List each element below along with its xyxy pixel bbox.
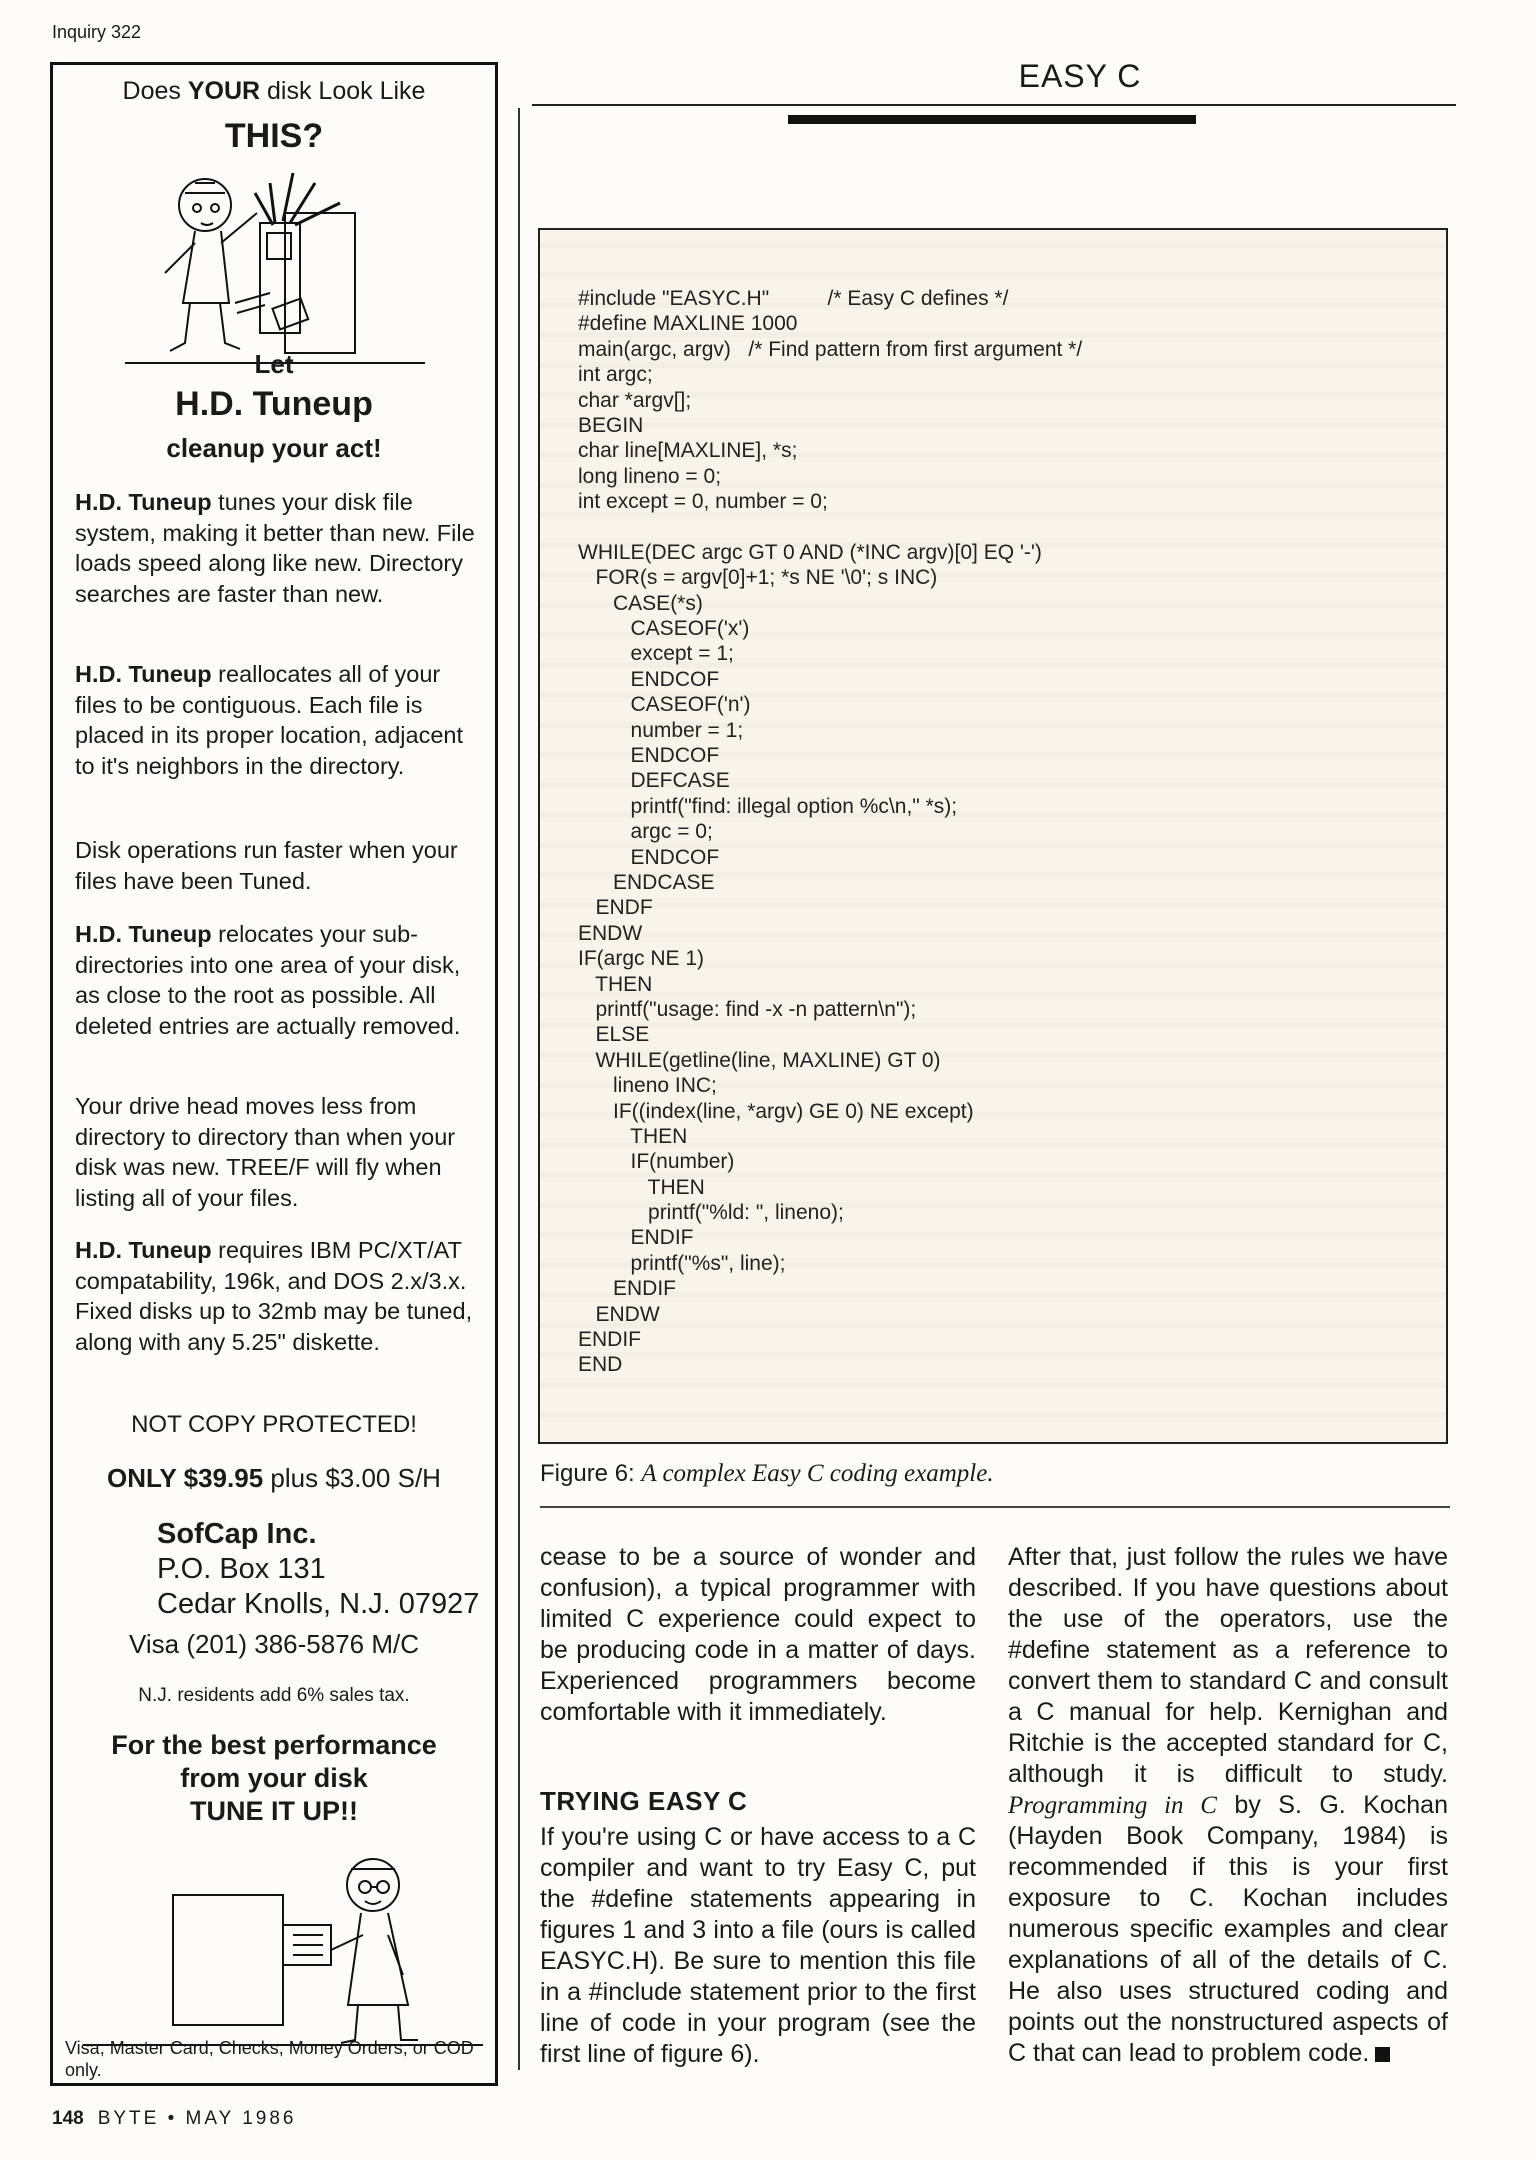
code-line: THEN [578, 1175, 705, 1199]
ad-phone: Visa (201) 386-5876 M/C [128, 1629, 419, 1659]
code-line: FOR(s = argv[0]+1; *s NE '\0'; s INC) [578, 566, 938, 590]
ad-closing: For the best performance from your disk TUNE IT UP!! [111, 1730, 437, 1826]
code-line: ENDCOF [578, 845, 720, 869]
figure-rule [540, 1506, 1450, 1508]
header-rule [532, 104, 1456, 106]
code-line: printf("usage: find -x -n pattern\n"); [578, 997, 917, 1021]
code-line: WHILE(DEC argc GT 0 AND (*INC argv)[0] EQ '-') [578, 540, 1042, 564]
ad-payment-note: Visa, Master Card, Checks, Money Orders, or COD only. [65, 2038, 474, 2080]
code-line: IF(number) [578, 1150, 735, 1174]
end-mark [1375, 2047, 1390, 2062]
section-heading: TRYING EASY C [540, 1786, 748, 1816]
ad-paragraph: Disk operations run faster when your files have been Tuned. [75, 837, 458, 894]
code-line: ENDF [578, 896, 653, 920]
ad-tax-note: N.J. residents add 6% sales tax. [138, 1685, 410, 1706]
code-listing [578, 286, 1438, 1378]
ad-let: Let [254, 349, 294, 379]
ad-question: Does YOUR disk Look Like [122, 77, 426, 105]
code-line: ENDCOF [578, 667, 720, 691]
ad-question-this: THIS? [224, 117, 324, 155]
code-line: WHILE(getline(line, MAXLINE) GT 0) [578, 1048, 941, 1072]
article-paragraph: If you're using C or have access to a C compiler and want to try Easy C, put the #define statements appearing in figures 1 and 3 into a file (ours is called EASYC.H). Be sure to mention this file in a #include statement prior to the first line of code in your program (see the first line of figure 6). [540, 1823, 976, 2068]
code-line: ENDIF [578, 1226, 694, 1250]
code-line: char *argv[]; [578, 388, 692, 412]
header-bar [788, 115, 1196, 124]
code-line: int except = 0, number = 0; [578, 490, 828, 514]
code-line: #define MAXLINE 1000 [578, 312, 798, 336]
ad-not-copy-protected: NOT COPY PROTECTED! [131, 1411, 417, 1438]
ad-paragraph: H.D. Tuneup tunes your disk file system, making it better than new. File loads speed along like new. Directory searches are faster than new. [75, 489, 475, 607]
code-line: int argc; [578, 363, 653, 387]
code-line: except = 1; [578, 642, 734, 666]
code-line: argc = 0; [578, 820, 713, 844]
code-line: lineno INC; [578, 1074, 717, 1098]
code-line: printf("%s", line); [578, 1251, 786, 1275]
code-line: THEN [578, 972, 653, 996]
code-line: DEFCASE [578, 769, 730, 793]
code-line: ENDCOF [578, 744, 720, 768]
code-line: number = 1; [578, 718, 744, 742]
code-line: CASEOF('x') [578, 617, 750, 641]
code-line: IF((index(line, *argv) GE 0) NE except) [578, 1099, 974, 1123]
code-line: IF(argc NE 1) [578, 947, 705, 971]
page-footer: 148 BYTE • MAY 1986 [52, 2108, 297, 2129]
happy-user-illustration [83, 1825, 483, 2065]
code-line: THEN [578, 1124, 688, 1148]
article-paragraph: cease to be a source of wonder and confusion), a typical programmer with limited C experience could expect to be producing code in a matter of days. Experienced programmers become comfortable with it immediately. [540, 1543, 976, 1726]
ad-paragraph: H.D. Tuneup requires IBM PC/XT/AT compatability, 196k, and DOS 2.x/3.x. Fixed disks up to 32mb may be tuned, along with any 5.25" diskette. [75, 1237, 473, 1355]
code-line: ELSE [578, 1023, 650, 1047]
advertisement-box [50, 62, 498, 2086]
code-line: CASE(*s) [578, 591, 703, 615]
ad-brand: H.D. Tuneup [175, 385, 373, 423]
code-line [578, 515, 1438, 540]
book-title: Programming in C [1008, 1792, 1217, 1819]
code-line: ENDW [578, 921, 643, 945]
ad-paragraph: Your drive head moves less from directory to directory than when your disk was new. TREE/F will fly when listing all of your files. [75, 1093, 456, 1211]
code-figure [538, 228, 1448, 1444]
ad-address: SofCap Inc. P.O. Box 131 Cedar Knolls, N.J. 07927 [157, 1518, 480, 1620]
code-line: ENDW [578, 1302, 660, 1326]
code-line: printf("%ld: ", lineno); [578, 1201, 844, 1225]
code-line: printf("find: illegal option %c\n," *s); [578, 794, 958, 818]
ad-tagline: cleanup your act! [166, 433, 382, 463]
section-title: EASY C [1018, 58, 1142, 94]
column-divider [518, 108, 520, 2070]
ad-price: ONLY $39.95 plus $3.00 S/H [107, 1463, 441, 1493]
code-line: ENDIF [578, 1277, 677, 1301]
figure-caption: Figure 6: A complex Easy C coding example. [540, 1460, 994, 1487]
ad-paragraph: H.D. Tuneup relocates your sub-directories into one area of your disk, as close to the root as possible. All deleted entries are actually removed. [75, 921, 461, 1039]
code-line: CASEOF('n') [578, 693, 751, 717]
code-line: ENDCASE [578, 870, 715, 894]
code-line: char line[MAXLINE], *s; [578, 439, 798, 463]
code-line: BEGIN [578, 413, 644, 437]
code-line: long lineno = 0; [578, 464, 722, 488]
inquiry-label: Inquiry 322 [52, 22, 142, 42]
ad-paragraph: H.D. Tuneup reallocates all of your files to be contiguous. Each file is placed in its proper location, adjacent to it's neighbors in the directory. [75, 661, 463, 779]
code-line: main(argc, argv) /* Find pattern from first argument */ [578, 337, 1083, 361]
code-line: #include "EASYC.H" /* Easy C defines */ [578, 287, 1009, 310]
article-paragraph: After that, just follow the rules we have described. If you have questions about the use of the operators, use the #define statement as a reference to convert them to standard C and consult a C manual for help. Kernighan and Ritchie is the accepted standard for C, although it is difficult to study. Programming in C by S. G. Kochan (Hayden Book Company, 1984) is recommended if this is your first exposure to C. Kochan includes numerous specific examples and clear explanations of all of the details of C. He also uses structured coding and points out the nonstructured aspects of C that can lead to problem code. [1008, 1543, 1448, 2067]
code-line: END [578, 1353, 623, 1377]
code-line: ENDIF [578, 1328, 641, 1352]
